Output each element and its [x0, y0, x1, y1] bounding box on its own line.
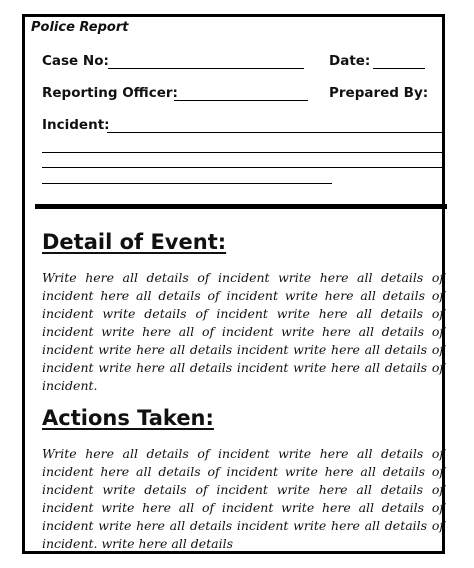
detail-of-event-heading: Detail of Event:: [42, 230, 227, 254]
actions-taken-body: Write here all details of incident write here all details of incident here all details of incident write here all details of incident write details of incident write here all details of incident write here all of incident write here all details of incident write here all details incident write here all details of incident. write here all details: [42, 446, 444, 551]
reporting-officer-label: Reporting Officer:: [42, 85, 178, 101]
actions-taken-heading: Actions Taken:: [42, 406, 214, 430]
form-title: Police Report: [31, 20, 129, 35]
incident-input-line-2[interactable]: [42, 152, 445, 153]
case-no-label: Case No:: [42, 53, 109, 69]
case-no-input-line[interactable]: [108, 68, 304, 69]
date-label: Date:: [329, 53, 371, 69]
report-form-frame: [22, 14, 445, 554]
incident-label: Incident:: [42, 117, 110, 133]
section-divider: [35, 204, 447, 209]
reporting-officer-input-line[interactable]: [174, 100, 308, 101]
incident-input-line-4[interactable]: [42, 183, 332, 184]
incident-input-line-1[interactable]: [107, 132, 445, 133]
incident-input-line-3[interactable]: [42, 167, 445, 168]
date-input-line[interactable]: [373, 68, 425, 69]
prepared-by-label: Prepared By:: [329, 85, 429, 101]
detail-of-event-body: Write here all details of incident write here all details of incident here all details of incident write here all details of incident write details of incident write here all details of incident write here all of incident write here all details of incident write here all details incident write here all details of incident write here all details incident write here all details of incident.: [42, 270, 444, 393]
